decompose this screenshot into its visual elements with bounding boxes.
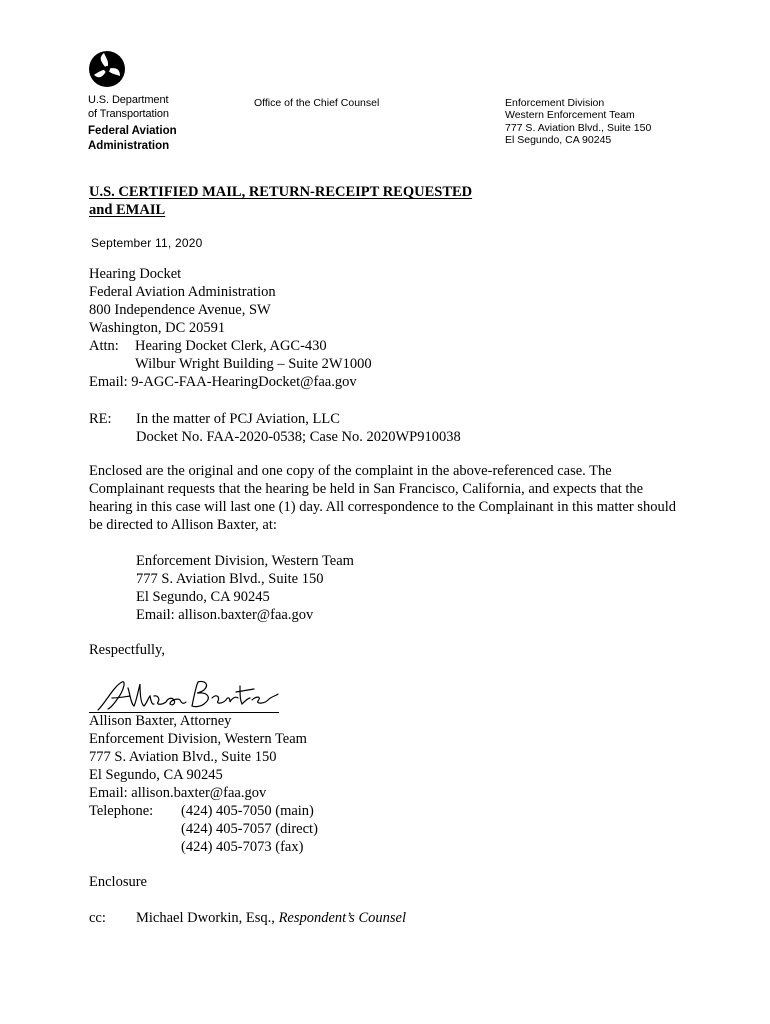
- attn-label: Attn:: [89, 338, 119, 354]
- contact-line: 777 S. Aviation Blvd., Suite 150: [136, 571, 324, 587]
- contact-line: Enforcement Division, Western Team: [136, 553, 354, 569]
- body-paragraph: Enclosed are the original and one copy of the complaint in the above-referenced case. The Complainant requests that the hearing be held in San Francisco, California, and expects that the hearing in this case will last one (1) day. All correspondence to the Complainant in this matter should be directed to Allison Baxter, at:: [89, 463, 676, 533]
- faa-line-1: Federal Aviation: [88, 125, 177, 137]
- mailing-method: [89, 183, 472, 219]
- enclosure: Enclosure: [89, 874, 147, 890]
- signature-line-text: Email: allison.baxter@faa.gov: [89, 785, 267, 801]
- division-line: 777 S. Aviation Blvd., Suite 150: [505, 121, 652, 134]
- cc-name: Michael Dworkin, Esq.,: [136, 910, 275, 926]
- cc-label: cc:: [89, 910, 106, 926]
- letter-date: September 11, 2020: [91, 236, 203, 250]
- closing: Respectfully,: [89, 642, 165, 658]
- signature-line-text: Enforcement Division, Western Team: [89, 731, 307, 747]
- phone-label: Telephone:: [89, 803, 154, 819]
- recipient-line: Washington, DC 20591: [89, 320, 226, 336]
- re-line: In the matter of PCJ Aviation, LLC: [136, 411, 340, 427]
- recipient-address: [89, 265, 372, 391]
- dot-line-1: U.S. Department: [88, 94, 169, 106]
- signature-line-text: Allison Baxter, Attorney: [89, 713, 232, 729]
- attn-line: Hearing Docket Clerk, AGC-430: [135, 338, 327, 354]
- office-name: Office of the Chief Counsel: [254, 97, 380, 109]
- mailing-line-1: U.S. CERTIFIED MAIL, RETURN-RECEIPT REQUESTED: [89, 184, 473, 200]
- faa-name: [88, 124, 177, 153]
- division-line: Western Enforcement Team: [505, 109, 635, 122]
- phone-number: (424) 405-7073 (fax): [181, 839, 304, 855]
- cc-line: [89, 909, 406, 927]
- faa-line-2: Administration: [88, 139, 170, 152]
- re-line: Docket No. FAA-2020-0538; Case No. 2020WP910038: [136, 429, 461, 445]
- attn-line: Wilbur Wright Building – Suite 2W1000: [135, 356, 372, 372]
- re-block: [89, 410, 461, 446]
- recipient-line: Federal Aviation Administration: [89, 284, 276, 300]
- division-address: [505, 97, 651, 147]
- recipient-line: Hearing Docket: [89, 266, 182, 282]
- cc-role: Respondent’s Counsel: [278, 910, 406, 926]
- dot-triskelion-logo-icon: [88, 50, 126, 88]
- mailing-line-2: and EMAIL: [89, 202, 166, 218]
- recipient-line: 800 Independence Avenue, SW: [89, 302, 271, 318]
- signature-line-text: 777 S. Aviation Blvd., Suite 150: [89, 749, 277, 765]
- signature-line-text: El Segundo, CA 90245: [89, 767, 223, 783]
- contact-address: [136, 552, 354, 624]
- phone-number: (424) 405-7057 (direct): [181, 821, 318, 837]
- contact-line: Email: allison.baxter@faa.gov: [136, 607, 314, 623]
- division-line: Enforcement Division: [505, 97, 605, 109]
- dot-line-2: of Transportation: [88, 108, 169, 120]
- dot-name: [88, 93, 169, 121]
- re-label: RE:: [89, 411, 112, 427]
- handwritten-signature: [88, 676, 288, 716]
- phone-number: (424) 405-7050 (main): [181, 803, 314, 819]
- recipient-email: Email: 9-AGC-FAA-HearingDocket@faa.gov: [89, 374, 357, 390]
- signature-block: [89, 712, 318, 856]
- division-line: El Segundo, CA 90245: [505, 134, 612, 147]
- contact-line: El Segundo, CA 90245: [136, 589, 270, 605]
